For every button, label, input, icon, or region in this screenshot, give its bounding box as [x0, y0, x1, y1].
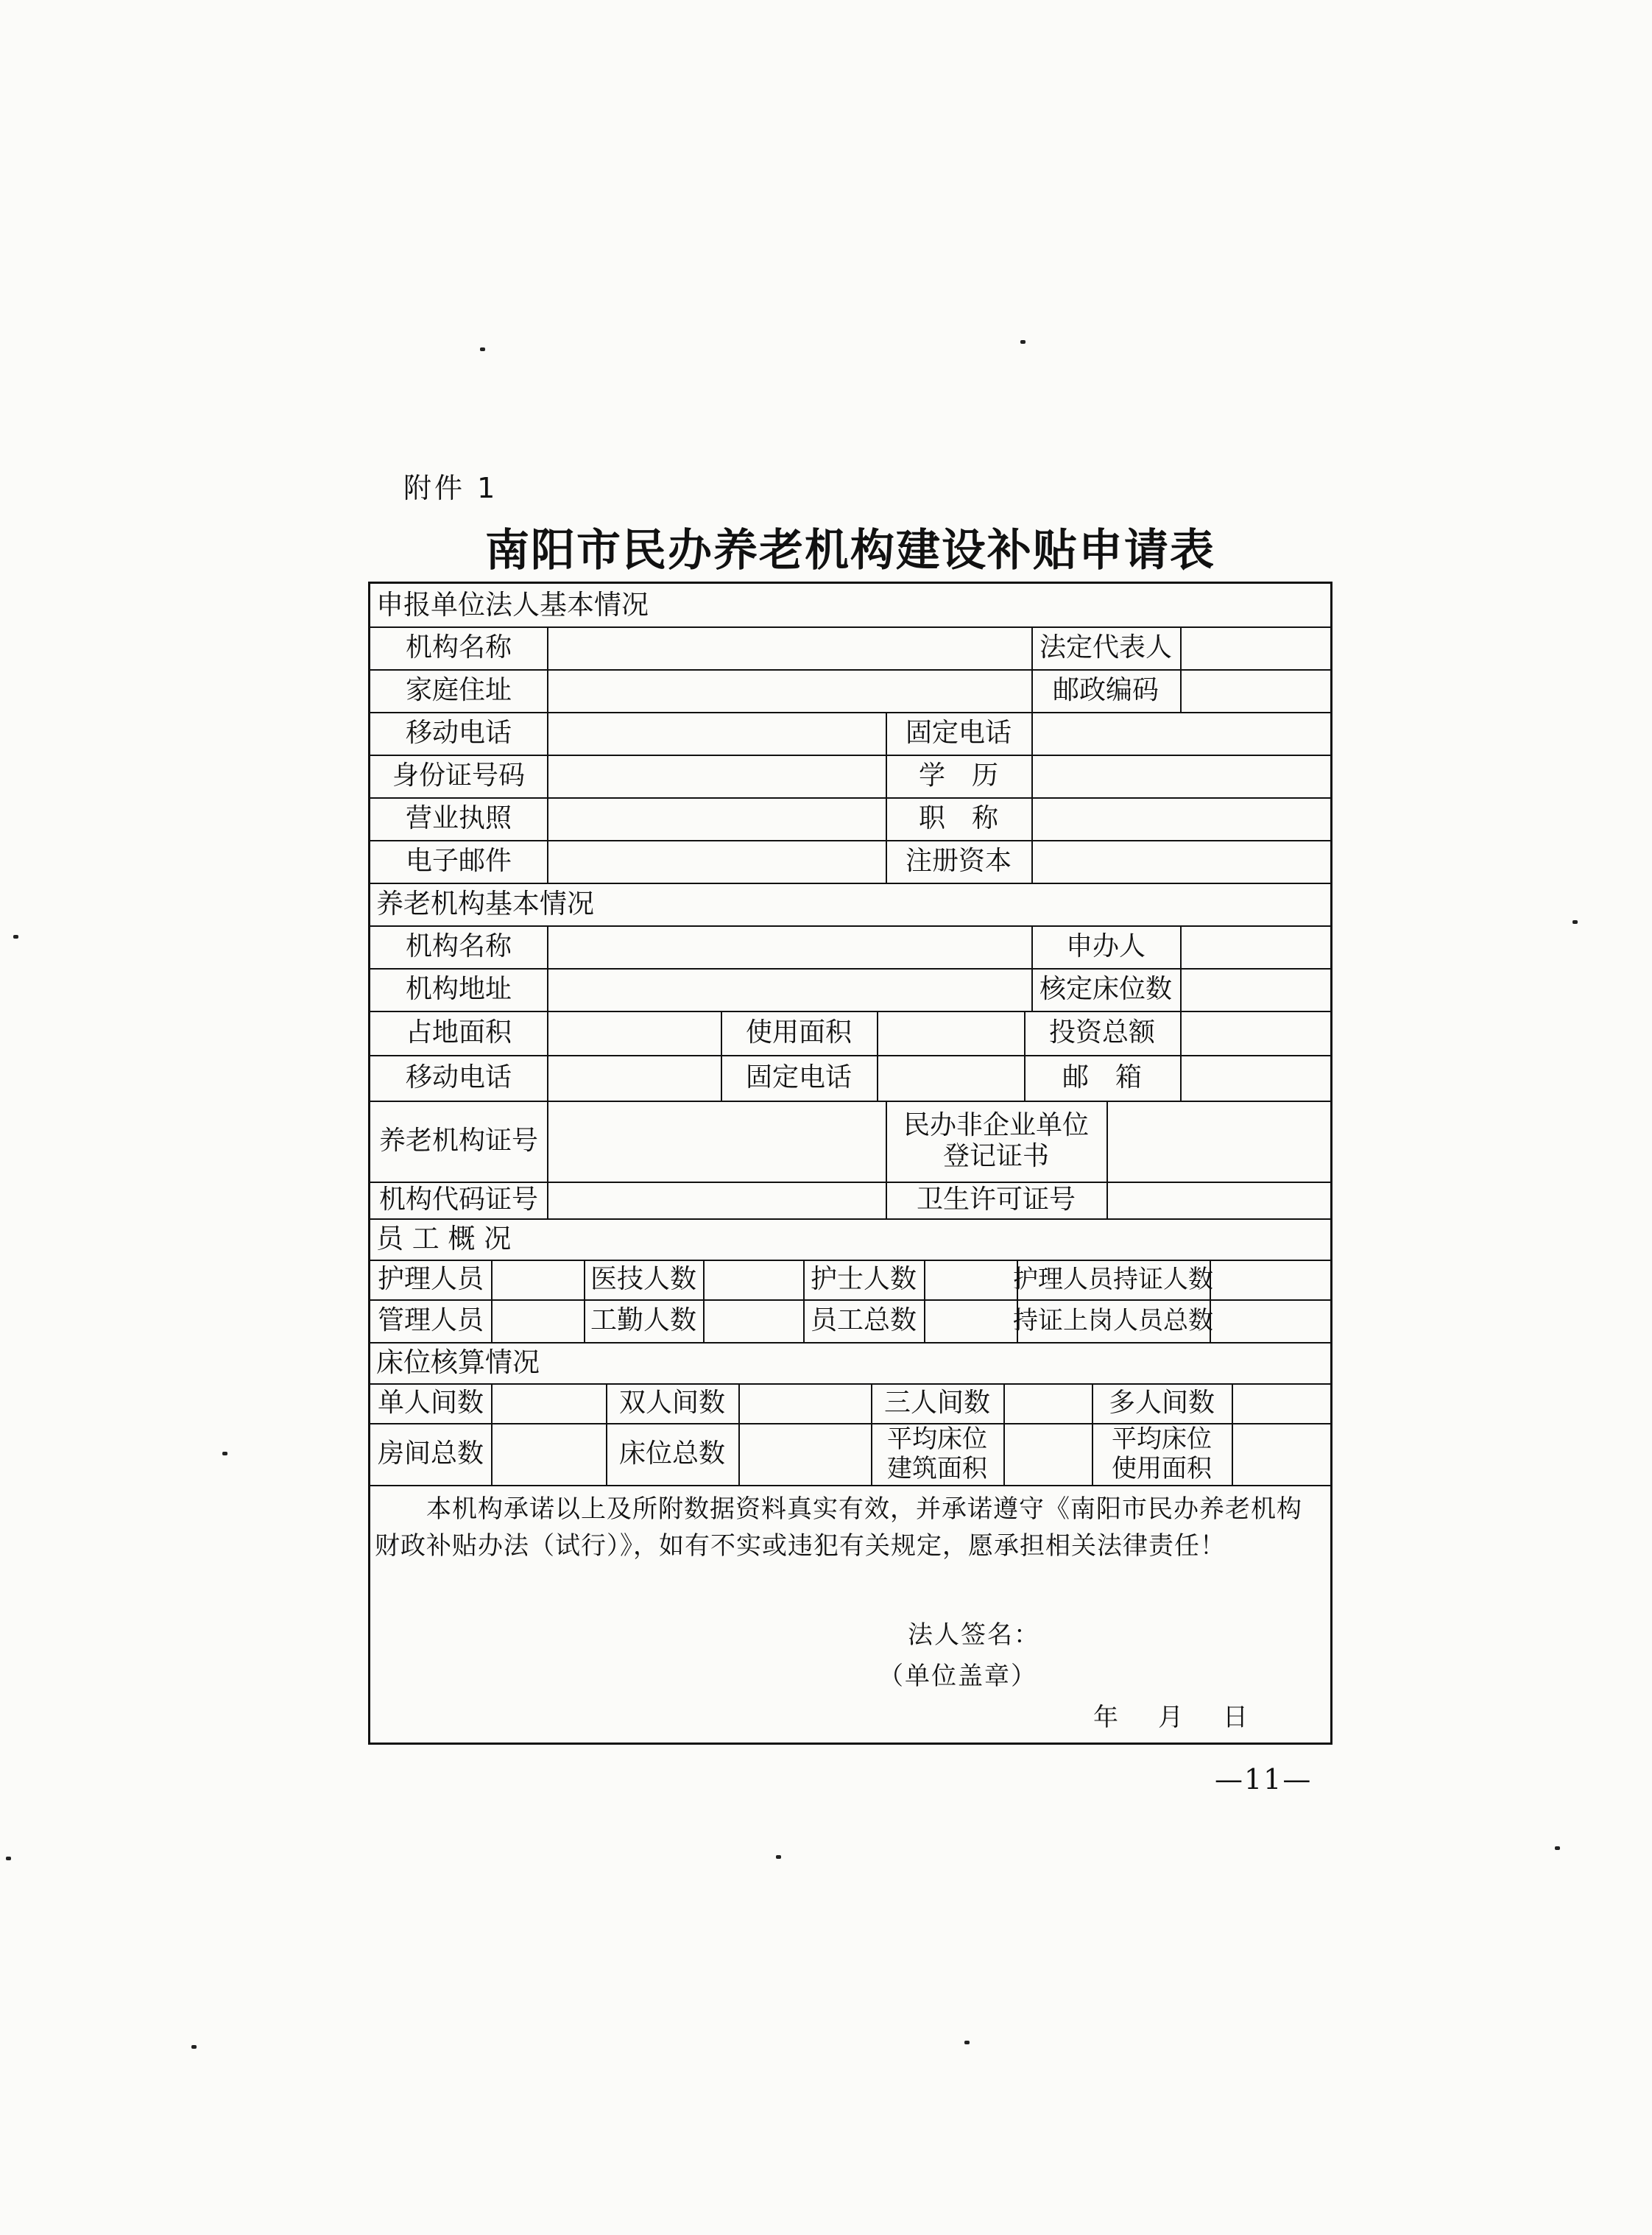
business-license-field[interactable] — [548, 797, 886, 840]
label-home-address: 家庭住址 — [405, 674, 512, 705]
label-inst-name: 机构名称 — [405, 931, 512, 961]
label-inst-landline: 固定电话 — [745, 1062, 852, 1092]
total-staff-field[interactable] — [925, 1299, 1017, 1342]
label-avg-build-area — [871, 1423, 1003, 1485]
label-certified-caregivers: 护理人员持证人数 — [1013, 1264, 1213, 1294]
label-avg-use-area-line1: 平均床位 — [1112, 1424, 1212, 1454]
date-month-label: 月 — [1158, 1703, 1185, 1732]
label-approved-beds: 核定床位数 — [1039, 973, 1172, 1004]
health-permit-field[interactable] — [1108, 1182, 1330, 1218]
service-workers-field[interactable] — [705, 1299, 803, 1342]
double-rooms-field[interactable] — [740, 1383, 871, 1423]
org-name-field[interactable] — [548, 626, 1031, 669]
legal-sign-field[interactable] — [1048, 1609, 1268, 1645]
label-organizer: 申办人 — [1065, 931, 1146, 961]
inst-name-field[interactable] — [548, 925, 1031, 968]
label-avg-build-area-line1: 平均床位 — [887, 1424, 987, 1454]
label-certified-onduty: 持证上岗人员总数 — [1013, 1305, 1213, 1335]
inst-landline-field[interactable] — [878, 1055, 1024, 1101]
home-address-field[interactable] — [548, 669, 1031, 712]
avg-build-area-field[interactable] — [1005, 1423, 1092, 1485]
scan-speck — [13, 935, 18, 939]
label-avg-use-area — [1092, 1423, 1232, 1485]
label-mailbox: 邮 箱 — [1062, 1062, 1142, 1092]
registered-capital-field[interactable] — [1033, 840, 1330, 883]
label-job-title: 职 称 — [918, 802, 998, 833]
label-managers: 管理人员 — [377, 1304, 484, 1335]
label-avg-use-area-line2: 使用面积 — [1112, 1454, 1212, 1483]
total-rooms-field[interactable] — [493, 1423, 606, 1485]
label-education: 学 历 — [918, 760, 998, 791]
label-total-investment: 投资总额 — [1048, 1017, 1155, 1048]
scan-speck — [1020, 340, 1026, 344]
commitment-statement: 本机构承诺以上及所附数据资料真实有效，并承诺遵守《南阳市民办养老机构财政补贴办法（试行）》，如有不实或违犯有关规定，愿承担相关法律责任！ — [375, 1494, 1302, 1561]
section-staff-heading: 员 工 概 况 — [376, 1223, 512, 1255]
email-field[interactable] — [548, 840, 886, 883]
legal-rep-field[interactable] — [1182, 626, 1330, 669]
legal-sign-label: 法人签名： — [908, 1620, 1040, 1650]
label-landline: 固定电话 — [905, 717, 1012, 748]
label-medical-tech: 医技人数 — [590, 1263, 696, 1294]
label-caregivers: 护理人员 — [377, 1263, 484, 1294]
page-number: —11— — [1215, 1763, 1313, 1796]
label-health-permit: 卫生许可证号 — [916, 1184, 1076, 1215]
label-postal-code: 邮政编码 — [1052, 674, 1159, 705]
scan-speck — [964, 2041, 970, 2044]
label-org-name: 机构名称 — [405, 632, 512, 663]
education-field[interactable] — [1033, 755, 1330, 797]
approved-beds-field[interactable] — [1182, 968, 1330, 1011]
label-id-number: 身份证号码 — [392, 760, 525, 791]
section-beds-heading: 床位核算情况 — [376, 1346, 540, 1379]
scan-speck — [480, 347, 485, 351]
organizer-field[interactable] — [1182, 925, 1330, 968]
label-nonenterprise-cert-line2: 登记证书 — [942, 1141, 1049, 1171]
label-email: 电子邮件 — [405, 845, 512, 876]
label-elder-cert: 养老机构证号 — [378, 1125, 538, 1156]
label-nurses: 护士人数 — [810, 1263, 917, 1294]
scan-speck — [191, 2045, 197, 2049]
label-org-code-cert: 机构代码证号 — [378, 1184, 538, 1215]
total-beds-field[interactable] — [740, 1423, 871, 1485]
form-title: 南阳市民办养老机构建设补贴申请表 — [485, 525, 1215, 576]
inst-address-field[interactable] — [548, 968, 1031, 1011]
label-land-area: 占地面积 — [405, 1017, 512, 1048]
nurses-field[interactable] — [925, 1260, 1017, 1299]
label-single-rooms: 单人间数 — [377, 1387, 484, 1418]
label-inst-address: 机构地址 — [405, 973, 512, 1004]
label-nonenterprise-cert — [886, 1101, 1106, 1182]
postal-code-field[interactable] — [1182, 669, 1330, 712]
label-total-staff: 员工总数 — [810, 1304, 917, 1335]
id-number-field[interactable] — [548, 755, 886, 797]
label-total-rooms: 房间总数 — [377, 1438, 484, 1469]
date-year-label: 年 — [1093, 1703, 1120, 1732]
certified-onduty-field[interactable] — [1211, 1299, 1330, 1342]
job-title-field[interactable] — [1033, 797, 1330, 840]
scan-speck — [6, 1857, 11, 1860]
seal-label: （单位盖章） — [878, 1662, 1037, 1691]
label-total-beds: 床位总数 — [618, 1438, 725, 1469]
mobile-field[interactable] — [548, 712, 886, 755]
caregivers-field[interactable] — [493, 1260, 584, 1299]
scan-speck — [1572, 920, 1578, 924]
elder-cert-field[interactable] — [548, 1101, 886, 1182]
certified-caregivers-field[interactable] — [1211, 1260, 1330, 1299]
label-legal-rep: 法定代表人 — [1039, 632, 1172, 663]
nonenterprise-cert-field[interactable] — [1108, 1101, 1330, 1182]
label-usable-area: 使用面积 — [745, 1017, 852, 1048]
scan-speck — [776, 1855, 781, 1859]
medical-tech-field[interactable] — [705, 1260, 803, 1299]
section-legal-heading: 申报单位法人基本情况 — [376, 589, 649, 621]
section-institution-heading: 养老机构基本情况 — [376, 888, 594, 920]
date-day-label: 日 — [1223, 1703, 1249, 1732]
application-form-table — [368, 582, 1332, 1745]
mailbox-field[interactable] — [1182, 1055, 1330, 1101]
land-area-field[interactable] — [548, 1011, 721, 1055]
usable-area-field[interactable] — [878, 1011, 1024, 1055]
label-service-workers: 工勤人数 — [590, 1304, 696, 1335]
multi-rooms-field[interactable] — [1233, 1383, 1330, 1423]
avg-use-area-field[interactable] — [1233, 1423, 1330, 1485]
scan-speck — [1555, 1846, 1560, 1850]
single-rooms-field[interactable] — [493, 1383, 606, 1423]
label-inst-mobile: 移动电话 — [405, 1062, 512, 1092]
total-investment-field[interactable] — [1182, 1011, 1330, 1055]
org-code-cert-field[interactable] — [548, 1182, 886, 1218]
label-triple-rooms: 三人间数 — [883, 1387, 990, 1418]
scan-speck — [222, 1452, 227, 1455]
label-nonenterprise-cert-line1: 民办非企业单位 — [903, 1109, 1089, 1140]
label-registered-capital: 注册资本 — [905, 845, 1012, 876]
label-avg-build-area-line2: 建筑面积 — [887, 1454, 987, 1483]
inst-mobile-field[interactable] — [548, 1055, 721, 1101]
landline-field[interactable] — [1033, 712, 1330, 755]
label-business-license: 营业执照 — [405, 802, 512, 833]
label-double-rooms: 双人间数 — [618, 1387, 725, 1418]
label-multi-rooms: 多人间数 — [1108, 1387, 1215, 1418]
attachment-label: 附件 1 — [403, 472, 498, 504]
managers-field[interactable] — [493, 1299, 584, 1342]
label-mobile: 移动电话 — [405, 717, 512, 748]
triple-rooms-field[interactable] — [1005, 1383, 1092, 1423]
